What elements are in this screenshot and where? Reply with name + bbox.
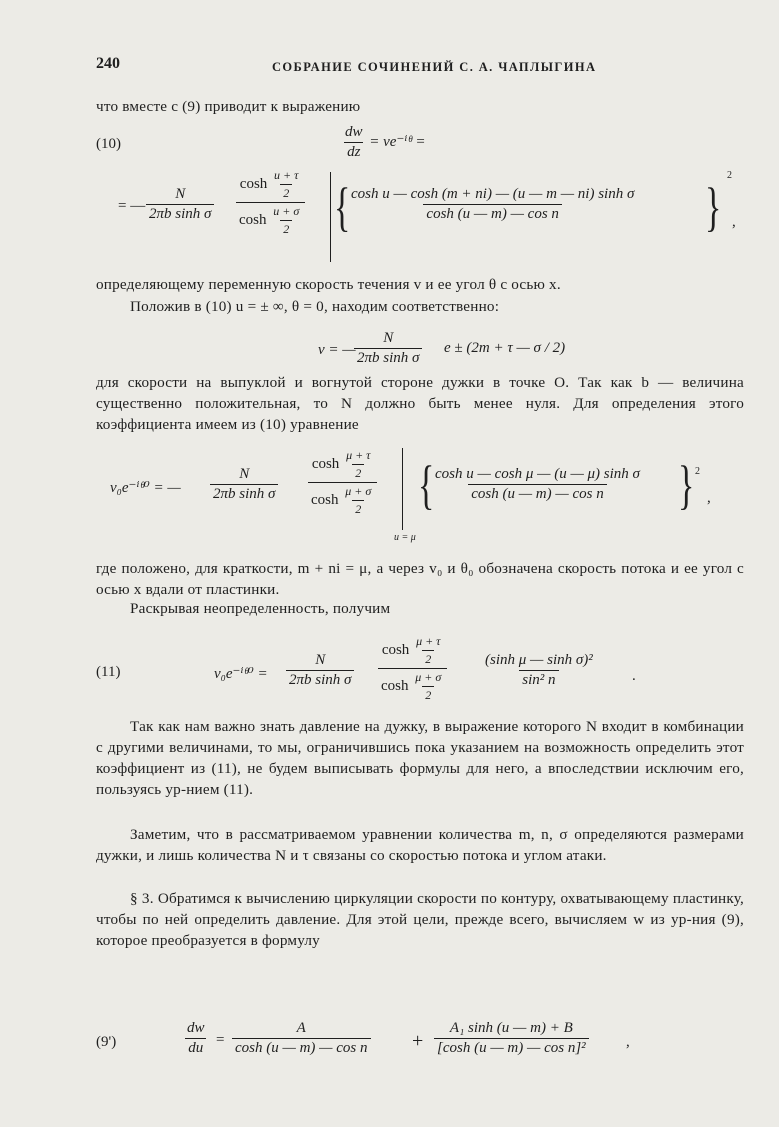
eq-v-N: N	[383, 330, 394, 346]
eq-v0-comma: ,	[707, 490, 711, 506]
eq-v0-sub: u = μ	[394, 532, 416, 543]
para-for-speed: для скорости на выпуклой и вогнутой стороне дужки в точке O. Так как b — величина существенно положительная, то N должно быть менее нуля. Для определения этого коэффициента имеем из (10) уравнение	[96, 374, 744, 433]
eq11-rhs-num: (sinh μ — sinh σ)²	[485, 652, 593, 668]
text-line-intro: что вместе с (9) приводит к выражению	[96, 98, 361, 115]
eq-v0-main-num: cosh u — cosh μ — (u — μ) sinh σ	[435, 466, 640, 482]
eq9p-t1-den: cosh (u — m) — cos n	[232, 1038, 371, 1057]
para-section3: § 3. Обратимся к вычислению циркуляции скорости по контуру, охватывающему пластинку, чтобы по ней определить давление. Для этой цели, прежде всего, вычисляем w из ур-ния (9), которое преобразуется в формулу	[96, 890, 744, 949]
eq-v0-lhs: v₀e⁻ⁱᶿ⁰ = —	[110, 480, 181, 496]
ratio-bot: u + σ	[273, 204, 300, 218]
eq11-lhs: v₀e⁻ⁱᶿ⁰ =	[214, 666, 268, 682]
ratio-top: μ + τ	[416, 634, 441, 648]
eq9p-eq: =	[216, 1032, 225, 1048]
ratio-two: 2	[352, 464, 364, 481]
eq9p-term1	[232, 1020, 371, 1057]
para-note: Заметим, что в рассматриваемом уравнении количества m, n, σ определяются размерами дужки, и лишь количества N и τ связаны со скоростью потока и углом атаки.	[96, 826, 744, 864]
eq9p-comma: ,	[626, 1034, 630, 1050]
eq11-cosh-ratio	[378, 634, 447, 703]
eq10-rhs: = ve⁻ⁱᶿ =	[369, 133, 426, 150]
eq9p-plus: +	[412, 1030, 424, 1052]
eq10-main-frac	[348, 186, 637, 223]
eq10-coef	[146, 186, 214, 223]
ratio-two: 2	[280, 184, 292, 201]
eq11-rhs-den: sin² n	[519, 670, 558, 689]
eq10-N: N	[175, 186, 186, 202]
cosh-label: cosh	[311, 491, 339, 508]
eq-v0-N: N	[239, 466, 250, 482]
eq10-main-den: cosh (u — m) — cos n	[423, 204, 562, 223]
eq9p-t2-num: A₁ sinh (u — m) + B	[449, 1020, 573, 1036]
cosh-label: cosh	[381, 677, 409, 694]
eq10-comma: ,	[732, 214, 736, 230]
eq9p-du: du	[185, 1038, 206, 1057]
eq10-top	[342, 124, 426, 161]
para-where: где положено, для краткости, m + ni = μ, а через v₀ и θ₀ обозначена скорость потока и ее угол с осью x вдали от пластинки.	[96, 560, 744, 598]
cosh-label: cosh	[239, 211, 267, 228]
eq11-N: N	[315, 652, 326, 668]
eq-v0-power: 2	[695, 466, 700, 477]
ratio-two: 2	[352, 500, 364, 517]
eq-v-lhs: v = —	[318, 342, 356, 358]
para-resolving: Раскрывая неопределенность, получим	[130, 600, 391, 617]
eq9p-dw: dw	[187, 1020, 205, 1036]
page-number: 240	[96, 55, 120, 72]
para-substitute: Положив в (10) u = ± ∞, θ = 0, находим соответственно:	[130, 298, 500, 315]
eq-v0-main-frac	[432, 466, 643, 503]
ratio-top: μ + τ	[346, 448, 371, 462]
ratio-bot: μ + σ	[345, 484, 372, 498]
cosh-label: cosh	[381, 641, 410, 658]
eq9p-t2-den: [cosh (u — m) — cos n]²	[434, 1038, 589, 1057]
cosh-label: cosh	[311, 455, 340, 472]
eq10-minus: = —	[118, 198, 146, 214]
eq-v0-cosh-ratio	[308, 448, 377, 517]
para-since: Так как нам важно знать давление на дужку, в выражение которого N входит в комбинации с другими величинами, то мы, ограничившись пока указанием на возможность определить этот коэффициент из (11), не будем выписывать формулы для него, а впоследствии исключим его, пользуясь ур-нием (11).	[96, 718, 744, 798]
eq-v0-brace-right: }	[678, 456, 695, 516]
eq-v0-coef	[210, 466, 278, 503]
eq10-power: 2	[727, 170, 732, 181]
eq-v-exp: e ± (2m + τ — σ / 2)	[444, 340, 566, 356]
eq-v0-vbar	[402, 448, 403, 530]
eq-v-den: 2πb sinh σ	[354, 348, 422, 367]
eq10-vbar	[330, 172, 331, 262]
eq10-brace-left: {	[334, 178, 351, 238]
eq10-cosh-ratio	[236, 168, 305, 237]
ratio-top: u + τ	[274, 168, 299, 182]
ratio-two: 2	[422, 650, 434, 667]
eq10-dz: dz	[344, 142, 363, 161]
para-after-eq10: определяющему переменную скорость течения v и ее угол θ с осью x.	[96, 276, 561, 293]
eq9p-label: (9')	[96, 1034, 117, 1050]
eq9p-term2	[434, 1020, 589, 1057]
ratio-two: 2	[280, 220, 292, 237]
eq10-derivative	[342, 124, 366, 161]
running-title: СОБРАНИЕ СОЧИНЕНИЙ С. А. ЧАПЛЫГИНА	[272, 60, 597, 74]
eq11-label: (11)	[96, 664, 121, 680]
eq-v0-main-den: cosh (u — m) — cos n	[468, 484, 607, 503]
eq10-brace-right: }	[705, 178, 722, 238]
eq9p-lhs	[184, 1020, 208, 1057]
eq10-den: 2πb sinh σ	[146, 204, 214, 223]
eq11-coef	[286, 652, 354, 689]
eq10-dw: dw	[345, 124, 363, 140]
eq11-den: 2πb sinh σ	[286, 670, 354, 689]
cosh-label: cosh	[239, 175, 268, 192]
eq11-rhs	[482, 652, 596, 689]
eq-v-frac	[354, 330, 422, 367]
eq10-label: (10)	[96, 136, 121, 152]
ratio-bot: μ + σ	[415, 670, 442, 684]
eq9p-A: A	[296, 1020, 306, 1036]
eq10-main-num: cosh u — cosh (m + ni) — (u — m — ni) sinh σ	[351, 186, 635, 202]
eq-v0-den: 2πb sinh σ	[210, 484, 278, 503]
eq-v0-brace-left: {	[418, 456, 435, 516]
eq11-period: .	[632, 668, 636, 684]
ratio-two: 2	[422, 686, 434, 703]
